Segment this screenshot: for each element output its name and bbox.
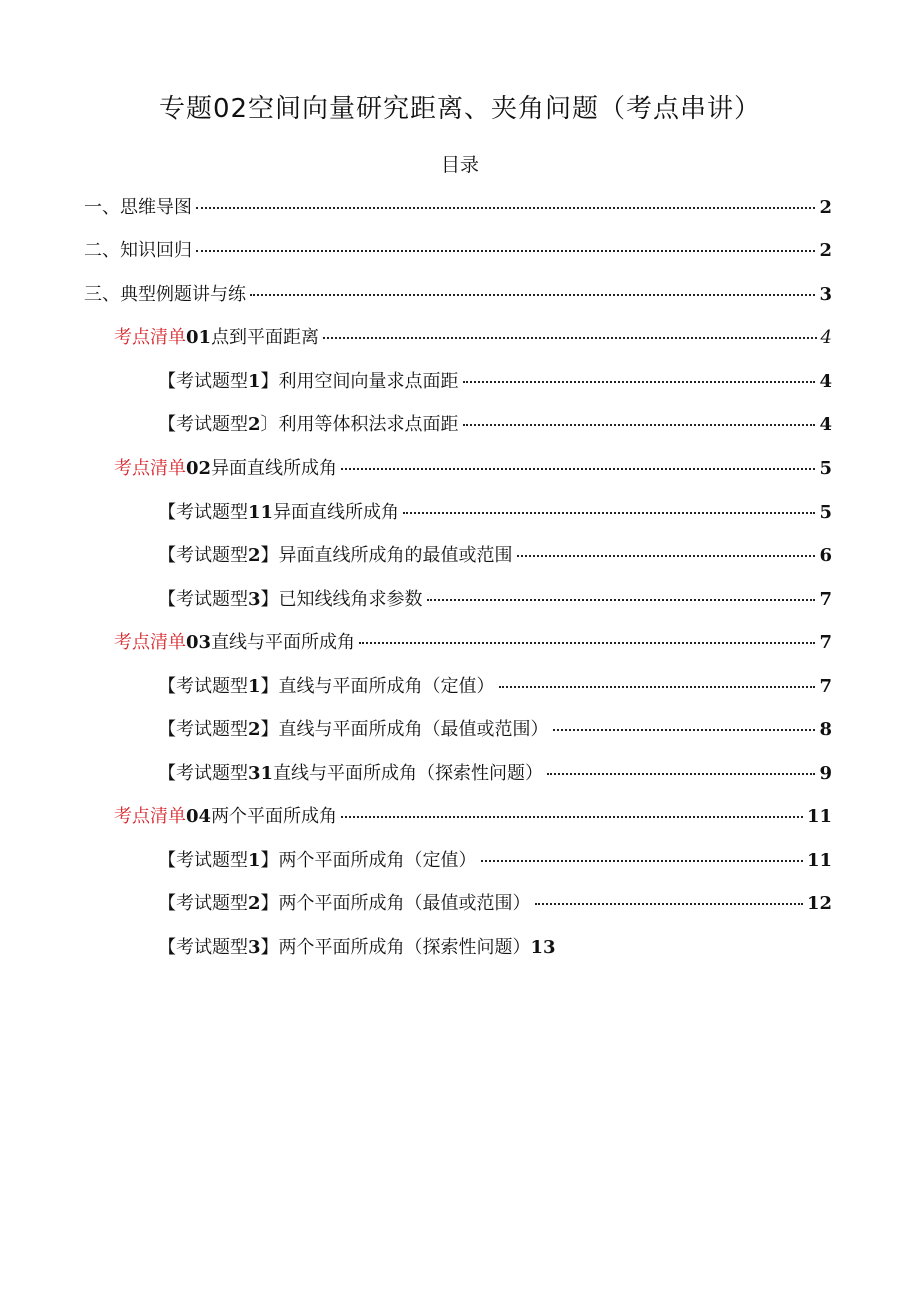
toc-page-number: 8 xyxy=(819,719,832,740)
toc-entry-question-type[interactable] xyxy=(158,587,832,613)
dot-leader xyxy=(517,554,816,557)
toc-entry-label: 【考试题型1】利用空间向量求点面距 xyxy=(158,371,459,392)
toc-entry-label: 【考试题型3】已知线线角求参数 xyxy=(158,589,423,610)
document-title: 专题02空间向量研究距离、夹角问题（考点串讲） xyxy=(158,94,762,124)
toc-entry-label: 一、思维导图 xyxy=(84,197,192,218)
dot-leader xyxy=(547,772,815,775)
toc-entry-question-type[interactable] xyxy=(158,848,832,874)
toc-page-number: 4 xyxy=(819,414,832,435)
toc-entry-knowledge-review[interactable] xyxy=(84,238,832,264)
dot-leader xyxy=(481,859,803,862)
toc-entry-question-type[interactable] xyxy=(158,543,832,569)
toc-page-number: 5 xyxy=(819,458,832,479)
toc-entry-question-type[interactable] xyxy=(158,761,832,787)
toc-entry-label: 【考试题型1】两个平面所成角（定值） xyxy=(158,850,477,871)
dot-leader xyxy=(499,685,816,688)
toc-entry-question-type[interactable] xyxy=(158,369,832,395)
toc-page-number: 3 xyxy=(819,284,832,305)
toc-page-number: 4 xyxy=(819,371,832,392)
toc-entry-question-type[interactable] xyxy=(158,891,832,917)
toc-entry-label: 考点清单01点到平面距离 xyxy=(114,327,320,348)
toc-page-number: 5 xyxy=(819,502,832,523)
dot-leader xyxy=(341,815,803,818)
dot-leader xyxy=(463,423,816,426)
toc-page-number: 11 xyxy=(806,806,832,827)
dot-leader xyxy=(427,598,816,601)
toc-entry-label: 【考试题型2〕利用等体积法求点面距 xyxy=(158,414,459,435)
toc-entry-label: 考点清单03直线与平面所成角 xyxy=(114,632,356,653)
toc-entry-label: 【考试题型11异面直线所成角 xyxy=(158,502,400,523)
toc-entry-label: 考点清单04两个平面所成角 xyxy=(114,806,338,827)
toc-entry-checklist-01[interactable] xyxy=(114,325,832,351)
toc-entry-typical-examples[interactable] xyxy=(84,282,832,308)
toc-entry-question-type[interactable] xyxy=(158,935,556,961)
dot-leader xyxy=(250,293,815,296)
dot-leader xyxy=(553,728,816,731)
toc-entry-label: 【考试题型2】直线与平面所成角（最值或范围） xyxy=(158,719,549,740)
toc-page-number: 2 xyxy=(819,197,832,218)
dot-leader xyxy=(196,206,815,209)
dot-leader xyxy=(341,467,815,470)
toc-entry-label: 【考试题型2】异面直线所成角的最值或范围 xyxy=(158,545,513,566)
toc-entry-question-type[interactable] xyxy=(158,412,832,438)
toc-entry-label: 【考试题型2】两个平面所成角（最值或范围） xyxy=(158,893,531,914)
toc-entry-question-type[interactable] xyxy=(158,500,832,526)
toc-page-number: 6 xyxy=(819,545,832,566)
toc-entry-label: 考点清单02异面直线所成角 xyxy=(114,458,338,479)
toc-page-number: 7 xyxy=(819,676,832,697)
toc-page-number: 11 xyxy=(806,850,832,871)
dot-leader xyxy=(535,902,803,905)
toc-entry-question-type[interactable] xyxy=(158,674,832,700)
toc-page-number: 7 xyxy=(819,632,832,653)
toc-page-number: 12 xyxy=(806,893,832,914)
dot-leader xyxy=(463,380,816,383)
toc-page-number: 13 xyxy=(530,937,556,958)
toc-entry-label: 【考试题型3】两个平面所成角（探索性问题） xyxy=(158,937,531,958)
toc-heading: 目录 xyxy=(440,154,479,176)
toc-entry-label: 三、典型例题讲与练 xyxy=(84,284,246,305)
toc-page-number: 2 xyxy=(819,240,832,261)
dot-leader xyxy=(403,511,815,514)
toc-entry-label: 二、知识回归 xyxy=(84,240,192,261)
dot-leader xyxy=(323,336,816,339)
toc-entry-mind-map[interactable] xyxy=(84,195,832,221)
toc-entry-checklist-02[interactable] xyxy=(114,456,832,482)
toc-page-number: 4 xyxy=(820,327,832,348)
toc-entry-label: 【考试题型31直线与平面所成角（探索性问题） xyxy=(158,763,544,784)
toc-entry-label: 【考试题型1】直线与平面所成角（定值） xyxy=(158,676,495,697)
toc-entry-question-type[interactable] xyxy=(158,717,832,743)
dot-leader xyxy=(196,249,815,252)
toc-page-number: 7 xyxy=(819,589,832,610)
toc-entry-checklist-03[interactable] xyxy=(114,630,832,656)
dot-leader xyxy=(359,641,815,644)
toc-page-number: 9 xyxy=(819,763,832,784)
toc-entry-checklist-04[interactable] xyxy=(114,804,832,830)
